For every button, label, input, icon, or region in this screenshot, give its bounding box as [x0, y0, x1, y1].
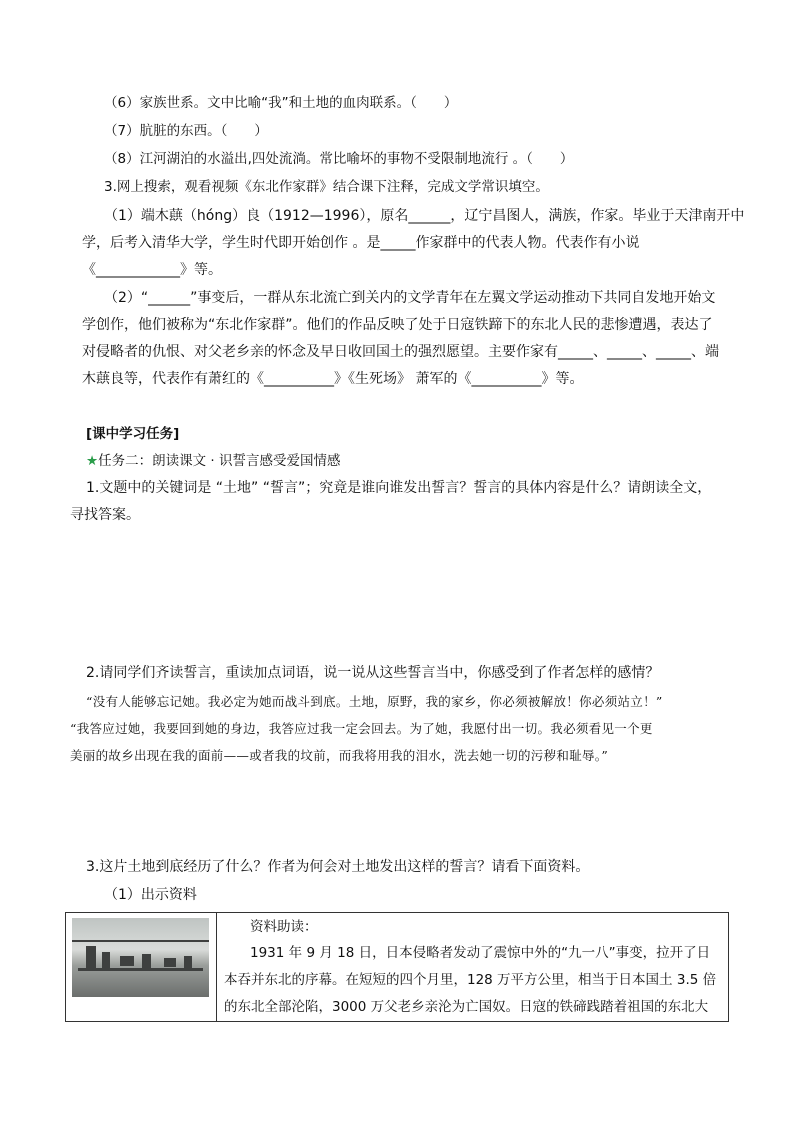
- question-8: （8）江河湖泊的水溢出,四处流淌。常比喻坏的事物不受限制地流行 。（ ）: [104, 151, 574, 167]
- historical-photo: [72, 918, 209, 997]
- task-2-q1-line-1: 1.文题中的关键词是 “土地” “誓言”；究竟是谁向谁发出誓言？誓言的具体内容是什么？请朗读全文，: [86, 480, 712, 496]
- material-line-1: 1931 年 9 月 18 日，日本侵略者发动了震惊中外的“九一八”事变，拉开了日: [250, 945, 711, 961]
- task-2-title: 任务二：朗读课文 · 识誓言感受爱国情感: [98, 453, 341, 469]
- para-2-line-2: 学创作，他们被称为“东北作家群”。他们的作品反映了处于日寇铁蹄下的东北人民的悲惨遭遇，表达了: [82, 317, 713, 333]
- task-3-heading: 3.网上搜索，观看视频《东北作家群》结合课下注释，完成文学常识填空。: [104, 179, 549, 195]
- para-1-line-1: （1）端木蕻（hóng）良（1912—1996），原名______，辽宁昌图人，满族，作家。毕业于天津南开中: [104, 208, 745, 224]
- material-line-2: 本吞并东北的序幕。在短短的四个月里，128 万平方公里，相当于日本国土 3.5 倍: [224, 972, 717, 988]
- material-title: 资料助读：: [250, 919, 318, 935]
- section-heading: [课中学习任务]: [86, 426, 180, 442]
- material-line-3: 的东北全部沦陷，3000 万父老乡亲沦为亡国奴。日寇的铁碲践踏着祖国的东北大: [224, 999, 709, 1015]
- para-2-line-1: （2）“______”事变后，一群从东北流亡到关内的文学青年在左翼文学运动推动下共同自发地开始文: [104, 290, 716, 306]
- question-7: （7）肮脏的东西。（ ）: [104, 123, 268, 139]
- oath-line-1: “没有人能够忘记她。我必定为她而战斗到底。土地，原野，我的家乡，你必须被解放！你必须站立！”: [86, 694, 663, 709]
- para-2-line-3: 对侵略者的仇恨、对父老乡亲的怀念及早日收回国土的强烈愿望。主要作家有_____、_____、_____、端: [82, 344, 719, 360]
- para-1-line-2: 学，后考入清华大学，学生时代即开始创作 。是_____作家群中的代表人物。代表作有小说: [82, 235, 640, 251]
- star-icon: ★: [86, 453, 99, 469]
- oath-line-2: “我答应过她，我要回到她的身边，我答应过我一定会回去。为了她，我愿付出一切。我必须看见一个更: [70, 721, 653, 736]
- task-2-q2: 2.请同学们齐读誓言，重读加点词语，说一说从这些誓言当中，你感受到了作者怎样的感情？: [86, 665, 660, 681]
- task-2-q1-line-2: 寻找答案。: [70, 507, 140, 523]
- task-2-heading: [86, 451, 340, 471]
- para-2-line-4: 木蕻良等，代表作有萧红的《__________》《生死场》 萧军的《__________》等。: [82, 371, 584, 387]
- question-6: （6）家族世系。文中比喻“我”和土地的血肉联系。（ ）: [104, 95, 458, 111]
- para-1-line-3: 《____________》等。: [82, 262, 222, 278]
- material-box: [65, 912, 729, 1022]
- oath-line-3: 美丽的故乡出现在我的面前——或者我的坟前，而我将用我的泪水，洗去她一切的污秽和耻辱。”: [70, 748, 609, 763]
- material-label: （1）出示资料: [104, 887, 197, 903]
- task-2-q3: 3.这片土地到底经历了什么？作者为何会对土地发出这样的誓言？请看下面资料。: [86, 859, 590, 875]
